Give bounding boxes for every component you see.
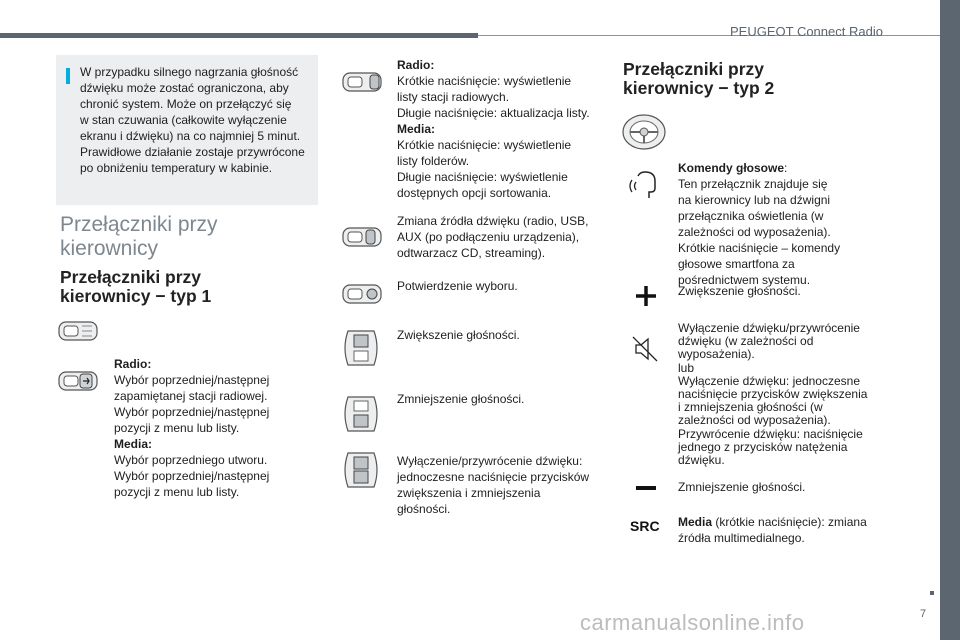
radio-media-list-text <box>397 57 607 201</box>
side-band <box>940 0 960 640</box>
document-header-title: PEUGEOT Connect Radio <box>730 24 883 39</box>
src-icon: SRC <box>630 518 660 534</box>
type2-heading-line: Przełączniki przy <box>623 59 765 79</box>
text-line: AUX (po podłączeniu urządzenia), <box>397 230 580 244</box>
volume-up-plus-icon <box>634 284 658 308</box>
lever-source-icon <box>340 224 384 250</box>
text-line: Zmiana źródła dźwięku (radio, USB, <box>397 214 589 228</box>
voice-command-icon <box>628 168 662 202</box>
confirm-text: Potwierdzenie wyboru. <box>397 279 518 293</box>
text-line: jednoczesne naciśnięcie przycisków <box>397 470 590 484</box>
mute-speaker-icon <box>630 334 660 364</box>
info-icon-dot <box>66 70 70 74</box>
text-line: dostępnych opcji sortowania. <box>397 186 552 200</box>
note-line: ekranu i dźwięku) na co najmniej 5 minut. <box>80 129 301 143</box>
text-line: na kierownicy lub na dźwigni <box>678 193 831 207</box>
text-line: naciśnięcie przycisków zwiększenia <box>678 387 868 402</box>
text-line: Krótkie naciśnięcie – komendy <box>678 241 841 255</box>
text-line: pozycji z menu lub listy. <box>114 485 240 499</box>
note-line: W przypadku silnego nagrzania głośność <box>80 65 299 79</box>
text-line: Przywrócenie dźwięku: naciśnięcie <box>678 426 863 441</box>
text-line: Długie naciśnięcie: aktualizacja listy. <box>397 106 590 120</box>
section-title <box>60 213 310 261</box>
voice-command-text <box>678 160 898 288</box>
type1-heading <box>60 268 320 306</box>
watermark-text: carmanualsonline.info <box>580 610 805 635</box>
page-number: 7 <box>920 608 927 620</box>
source-change-text <box>397 213 607 261</box>
mute-text <box>397 453 607 517</box>
section-title-line: Przełączniki przy <box>60 213 218 236</box>
radio-label: Radio: <box>397 58 435 72</box>
lever-confirm-icon <box>340 281 384 307</box>
text-line: odtwarzacz CD, streaming). <box>397 246 546 260</box>
info-note-text <box>80 64 316 176</box>
text-line: Ten przełącznik znajduje się <box>678 177 828 191</box>
text-line: Wybór poprzedniego utworu. <box>114 453 268 467</box>
text-line: pośrednictwem systemu. <box>678 273 811 287</box>
text-line: dźwięku (w zależności od <box>678 334 814 349</box>
text-line: dźwięku. <box>678 453 725 468</box>
volume-down-text: Zmniejszenie głośności. <box>397 392 525 406</box>
voice-command-colon: : <box>784 161 788 175</box>
text-line: Wybór poprzedniej/następnej <box>114 405 270 419</box>
text-line: zwiększenia i zmniejszenia <box>397 486 541 500</box>
media-label: Media: <box>397 122 436 136</box>
type2-mute-text <box>678 322 898 467</box>
type1-radio-media-text <box>114 356 314 500</box>
voice-command-label: Komendy głosowe <box>678 161 785 175</box>
note-line: w stan czuwania (całkowite wyłączenie <box>80 113 287 127</box>
text-line: Wyłączenie dźwięku/przywrócenie <box>678 321 860 335</box>
text-line: głosowe smartfona za <box>678 257 795 271</box>
text-line: Długie naciśnięcie: wyświetlenie <box>397 170 568 184</box>
text-line: Krótkie naciśnięcie: wyświetlenie <box>397 138 572 152</box>
note-line: po obniżeniu temperatury w kabinie. <box>80 161 273 175</box>
corner-marker <box>930 591 934 595</box>
text-line: wyposażenia). <box>678 347 755 362</box>
text-line: lub <box>678 360 695 375</box>
text-line: zależności od wyposażenia). <box>678 225 831 239</box>
type1-heading-line: kierownicy − typ 1 <box>60 286 212 306</box>
text-line: listy stacji radiowych. <box>397 90 510 104</box>
text-line: Wybór poprzedniej/następnej <box>114 469 270 483</box>
text-line: zapamiętanej stacji radiowej. <box>114 389 268 403</box>
lever-end-button-icon <box>340 68 384 96</box>
text-line: przełącznika oświetlenia (w <box>678 209 824 223</box>
note-line: Prawidłowe działanie zostaje przywrócone <box>80 145 305 159</box>
type1-heading-line: Przełączniki przy <box>60 267 202 287</box>
steering-wheel-icon <box>620 112 668 152</box>
type2-volume-up-text: Zwiększenie głośności. <box>678 284 801 298</box>
lever-volume-up-icon <box>338 325 384 371</box>
volume-down-minus-icon <box>634 484 658 492</box>
text-line: Krótkie naciśnięcie: wyświetlenie <box>397 74 572 88</box>
text-line: pozycji z menu lub listy. <box>114 421 240 435</box>
text-line: Wybór poprzedniej/następnej <box>114 373 270 387</box>
text-line: głośności. <box>397 502 451 516</box>
type2-heading <box>623 60 883 98</box>
radio-label: Radio: <box>114 357 152 371</box>
note-line: dźwięku może zostać ograniczona, aby <box>80 81 289 95</box>
section-title-line: kierownicy <box>60 237 159 260</box>
text-line: jednego z przycisków natężenia <box>678 439 848 454</box>
text-line: źródła multimedialnego. <box>678 531 805 545</box>
text-line: i zmniejszenia głośności (w <box>678 400 823 415</box>
media-label: Media: <box>114 437 153 451</box>
text-line: zależności od wyposażenia). <box>678 413 831 428</box>
type2-volume-down-text: Zmniejszenie głośności. <box>678 480 806 494</box>
media-label: Media <box>678 515 713 529</box>
text-fragment: (krótkie naciśnięcie): zmiana <box>712 515 867 529</box>
text-line: Wyłączenie/przywrócenie dźwięku: <box>397 454 583 468</box>
text-line: Wyłączenie dźwięku: jednoczesne <box>678 373 860 388</box>
lever-mute-icon <box>338 447 384 493</box>
type2-media-text <box>678 514 898 546</box>
lever-rotary-icon <box>56 368 100 394</box>
lever-volume-down-icon <box>338 391 384 437</box>
note-line: chronić system. Może on przełączyć się <box>80 97 292 111</box>
header-bar <box>0 33 478 38</box>
steering-lever-icon <box>56 318 100 344</box>
volume-up-text: Zwiększenie głośności. <box>397 328 520 342</box>
type2-heading-line: kierownicy − typ 2 <box>623 78 775 98</box>
text-line: listy folderów. <box>397 154 470 168</box>
